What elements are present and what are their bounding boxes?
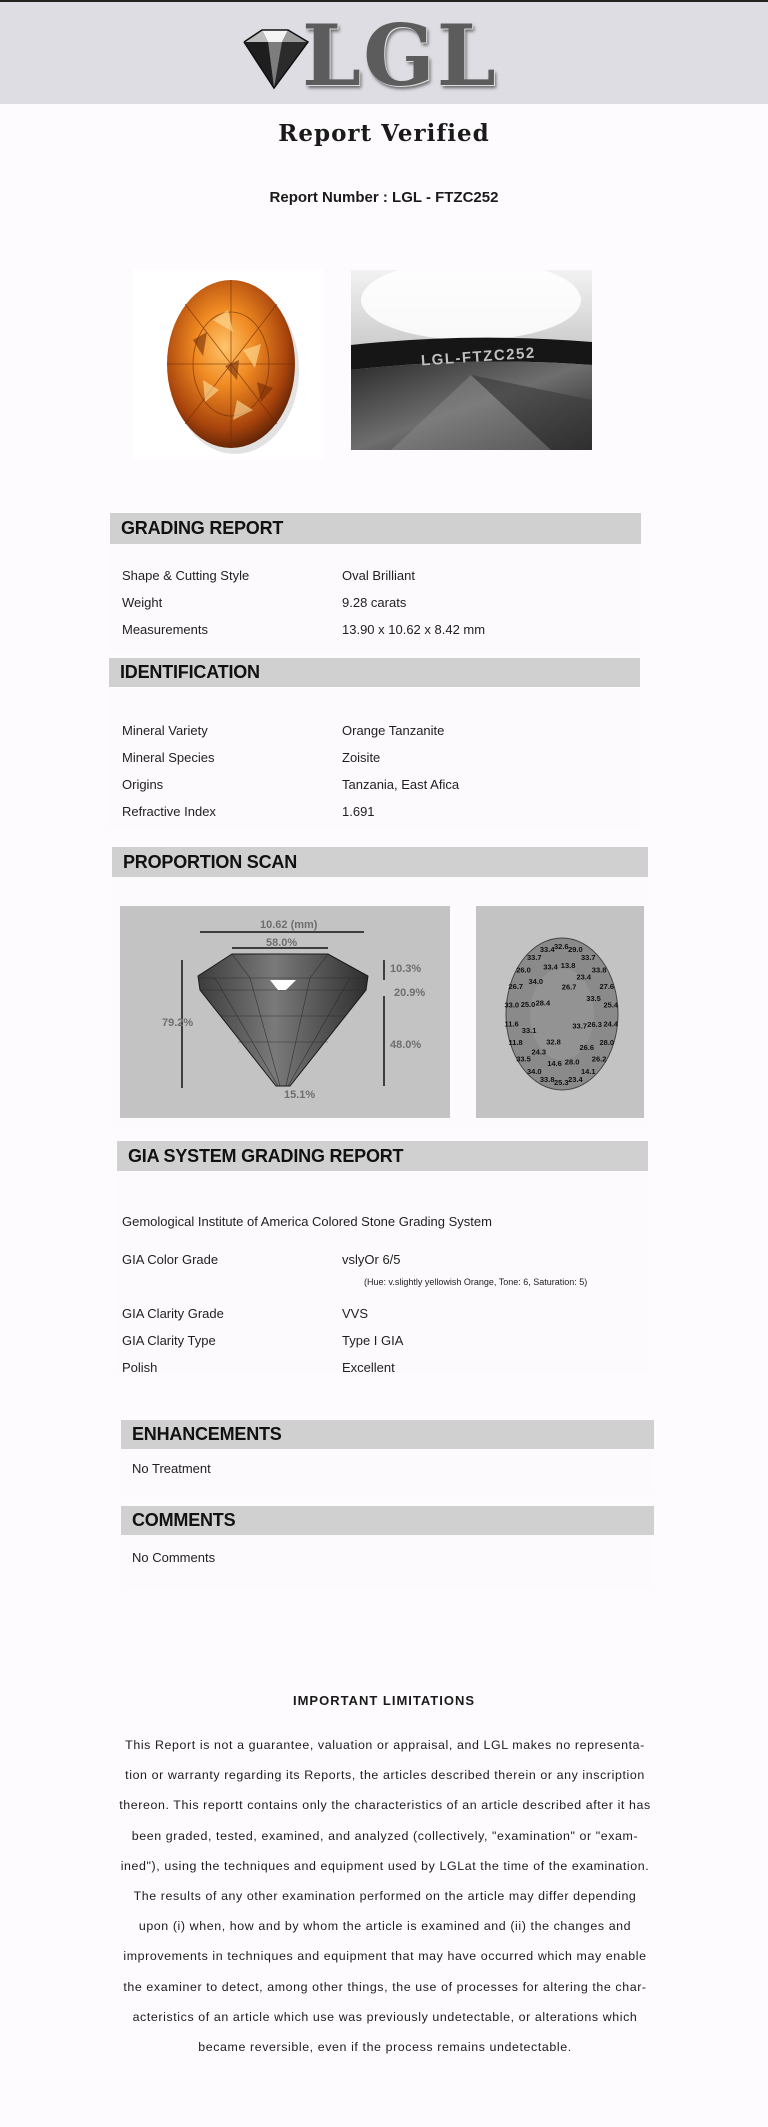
top-view-value: 23.4 bbox=[568, 1075, 583, 1085]
top-view-value: 33.7 bbox=[572, 1021, 588, 1031]
grading-report-header bbox=[110, 513, 641, 544]
section-title: ENHANCEMENTS bbox=[132, 1424, 282, 1444]
top-view-value: 34.0 bbox=[528, 976, 544, 986]
profile-diagram bbox=[120, 906, 450, 1118]
top-view-value: 24.4 bbox=[603, 1019, 619, 1029]
top-view-value: 29.0 bbox=[568, 944, 583, 954]
section-title: IDENTIFICATION bbox=[120, 662, 260, 682]
profile-culet-label: 15.1% bbox=[284, 1089, 316, 1101]
top-view-value: 26.3 bbox=[587, 1019, 602, 1029]
top-view-value: 28.4 bbox=[535, 998, 551, 1008]
row-label: Mineral Variety bbox=[122, 723, 208, 738]
top-view-value: 26.7 bbox=[508, 981, 524, 991]
top-view-value: 32.6 bbox=[554, 942, 569, 951]
top-view-value: 33.5 bbox=[586, 994, 601, 1004]
comments-value: No Comments bbox=[132, 1550, 216, 1565]
header-banner bbox=[0, 2, 768, 104]
row-label: Shape & Cutting Style bbox=[122, 568, 250, 583]
profile-crown-label: 10.3% bbox=[390, 963, 422, 975]
section-title: GIA SYSTEM GRADING REPORT bbox=[128, 1146, 404, 1166]
top-view-value: 33.7 bbox=[581, 952, 596, 962]
limitations-line: acteristics of an article which use was previously undetectable, or alterations which bbox=[132, 2009, 638, 2024]
row-value: Oval Brilliant bbox=[342, 568, 415, 583]
section-title: GRADING REPORT bbox=[121, 518, 284, 538]
row-label: Polish bbox=[122, 1360, 158, 1375]
report-number: Report Number : LGL - FTZC252 bbox=[269, 189, 499, 206]
row-value: Orange Tanzanite bbox=[342, 723, 445, 738]
comments-header bbox=[121, 1506, 654, 1535]
profile-depth-label: 79.2% bbox=[162, 1017, 194, 1029]
limitations-line: The results of any other examination performed on the article may differ depending bbox=[133, 1889, 637, 1904]
limitations-title: IMPORTANT LIMITATIONS bbox=[292, 1693, 476, 1708]
top-view-value: 26.7 bbox=[561, 982, 577, 992]
section-title: PROPORTION SCAN bbox=[123, 852, 298, 872]
limitations-line: tion or warranty regarding its Reports, the articles described therein or any inscription bbox=[125, 1768, 645, 1783]
row-label: Refractive Index bbox=[122, 804, 216, 819]
top-view-value: 14.1 bbox=[581, 1067, 596, 1077]
row-value: 13.90 x 10.62 x 8.42 mm bbox=[342, 622, 486, 637]
row-label: Mineral Species bbox=[122, 750, 215, 765]
top-view-value: 11.8 bbox=[508, 1038, 523, 1048]
inscription-photo bbox=[351, 270, 592, 450]
top-view-value: 33.7 bbox=[527, 952, 542, 962]
row-label: Weight bbox=[122, 595, 163, 610]
limitations-line: ined"), using the techniques and equipment used by LGLat the time of the examination. bbox=[120, 1858, 650, 1873]
top-view-value: 26.0 bbox=[516, 965, 531, 975]
top-view-value: 34.0 bbox=[527, 1067, 542, 1077]
top-view-value: 33.1 bbox=[521, 1025, 537, 1035]
gia-report-header bbox=[117, 1141, 648, 1171]
top-view-value: 33.5 bbox=[516, 1054, 531, 1064]
row-label: GIA Color Grade bbox=[122, 1252, 219, 1267]
profile-crown-angle-label: 20.9% bbox=[394, 987, 426, 999]
enhancements-header bbox=[121, 1420, 654, 1449]
row-label: GIA Clarity Type bbox=[122, 1333, 216, 1348]
lgl-logo[interactable] bbox=[232, 6, 498, 105]
identification-header bbox=[109, 658, 640, 687]
top-view-value: 26.6 bbox=[579, 1043, 595, 1053]
top-view-value: 33.8 bbox=[539, 1075, 555, 1085]
limitations-line: became reversible, even if the process remains undetectable. bbox=[198, 2040, 572, 2055]
limitations-line: thereon. This reportt contains only the characteristics of an article described after it has bbox=[119, 1798, 651, 1813]
top-view-value: 25.4 bbox=[603, 1000, 619, 1010]
proportion-scan-header bbox=[112, 847, 648, 877]
row-value: Zoisite bbox=[342, 750, 381, 765]
top-view-value: 28.0 bbox=[564, 1057, 580, 1067]
gia-subtitle: Gemological Institute of America Colored Stone Grading System bbox=[122, 1214, 492, 1229]
enhancements-value: No Treatment bbox=[132, 1461, 211, 1476]
top-view-value: 23.4 bbox=[576, 972, 592, 982]
inscription-text: LGL-FTZC252 bbox=[420, 344, 537, 370]
limitations-line: been graded, tested, examined, and analyzed (collectively, "examination" or "exam- bbox=[131, 1828, 639, 1843]
gemstone-photo bbox=[133, 270, 323, 460]
limitations-line: improvements in techniques and equipment that may have occurred which may enable bbox=[123, 1949, 647, 1964]
limitations-body bbox=[115, 1730, 655, 2062]
row-label: GIA Clarity Grade bbox=[122, 1306, 224, 1321]
limitations-line: This Report is not a guarantee, valuation or appraisal, and LGL makes no representa- bbox=[125, 1738, 645, 1752]
limitations-line: upon (i) when, how and by whom the article is examined and (ii) the changes and bbox=[138, 1919, 632, 1934]
top-view-value: 32.8 bbox=[546, 1037, 561, 1047]
row-value: VVS bbox=[342, 1306, 369, 1321]
row-value: 1.691 bbox=[342, 804, 375, 819]
top-view-diagram bbox=[476, 906, 644, 1118]
top-view-value: 33.4 bbox=[539, 944, 555, 954]
top-view-value: 26.2 bbox=[591, 1054, 607, 1064]
top-view-value: 24.3 bbox=[531, 1047, 547, 1057]
top-view-value: 25.3 bbox=[554, 1078, 569, 1087]
profile-table-label: 58.0% bbox=[266, 937, 298, 949]
row-label: Measurements bbox=[122, 622, 208, 637]
top-view-value: 33.4 bbox=[543, 962, 558, 972]
page-title: Report Verified bbox=[278, 120, 490, 147]
color-grade-note: (Hue: v.slightly yellowish Orange, Tone: 6, Saturation: 5) bbox=[364, 1277, 588, 1287]
top-view-value: 28.0 bbox=[599, 1038, 615, 1048]
top-view-value: 13.8 bbox=[560, 961, 576, 970]
top-view-value: 11.6 bbox=[504, 1019, 519, 1029]
top-view-value: 33.0 bbox=[504, 1000, 520, 1010]
top-view-value: 27.6 bbox=[599, 981, 615, 991]
row-value: Type I GIA bbox=[342, 1333, 404, 1348]
row-label: Origins bbox=[122, 777, 164, 792]
section-title: COMMENTS bbox=[132, 1510, 236, 1530]
profile-pavilion-label: 48.0% bbox=[390, 1039, 422, 1051]
row-value: Excellent bbox=[342, 1360, 395, 1375]
logo-text: LGL bbox=[302, 6, 498, 105]
top-view-value: 25.0 bbox=[520, 1000, 536, 1010]
top-view-value: 14.6 bbox=[547, 1059, 562, 1068]
limitations-line: the examiner to detect, among other things, the use of processes for altering the char- bbox=[123, 1979, 647, 1994]
profile-width-label: 10.62 (mm) bbox=[260, 919, 318, 931]
row-value: vslyOr 6/5 bbox=[342, 1252, 401, 1267]
top-view-value: 33.8 bbox=[591, 965, 607, 975]
row-value: Tanzania, East Afica bbox=[342, 777, 460, 792]
row-value: 9.28 carats bbox=[342, 595, 407, 610]
